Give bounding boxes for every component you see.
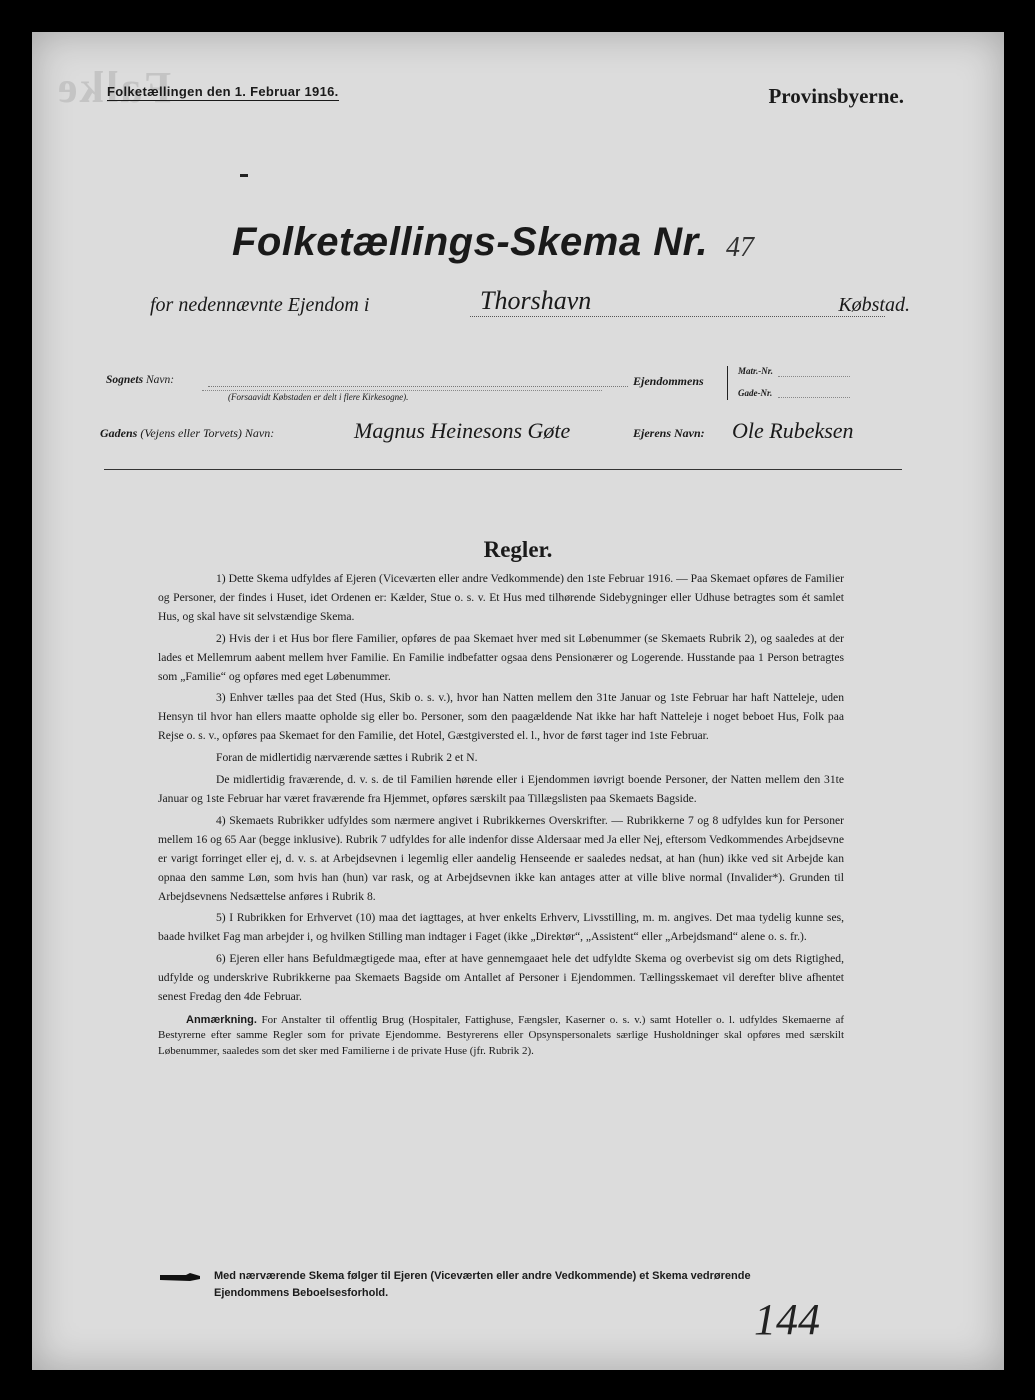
street-label [100, 426, 274, 441]
street-handwritten: Magnus Heinesons Gøte [354, 418, 571, 443]
town-handwritten: Thorshavn [480, 286, 592, 315]
rules-heading: Regler. [483, 537, 553, 562]
rule-4: 4) Skemaets Rubrikker udfyldes som nærmere angivet i Rubrikkernes Overskrifter. — Rubrikkerne 7 og 8 udfyldes kun for Personer mellem 16 og 65 Aar (begge inklusive). Rubrik 7 udfyldes for alle indenfor disse Aldersaar med Ja eller Nej, eftersom Vedkommendes Arbejdsevne er varigt forringet eller ej, d. v. s. at Arbejdsevnen i legemlig eller aandelig Henseende er saaledes nedsat, at han (hun) ikke ved sit Arbejde kan opnaa den samme Løn, som hvis han (hun) var rask, og at Arbejdsevnen ikke kan antages atter at ville blive normal (Invalider*). Grunden til Arbejdsevnens Nedsættelse anføres i Rubrik 8. [158, 813, 844, 903]
rules-body [158, 570, 844, 1062]
dotted-line [470, 316, 885, 317]
owner-label: Ejerens Navn: [633, 426, 705, 440]
rule-3-temporary-present: Foran de midlertidig nærværende sættes i Rubrik 2 et N. [216, 751, 478, 765]
street-label-rest: (Vejens eller Torvets) Navn: [137, 426, 275, 440]
rule-2: 2) Hvis der i et Hus bor flere Familier, opføres de paa Skemaet hver med sit Løbenummer (se Skemaets Rubrik 2), og saaledes at der lades et Mellemrum aabent mellem hver Familie. En Familie indbefatter ogsaa dens Pensionærer og Logerende. Husstande paa 1 Person betragtes som „Familie“ og opføres med eget Løbenummer. [158, 631, 844, 683]
footer-line-1: Med nærværende Skema følger til Ejeren (Viceværten eller andre Vedkommende) et Skema vedrørende [214, 1270, 751, 1282]
street-label-bold: Gadens [100, 426, 138, 440]
rule-3: 3) Enhver tælles paa det Sted (Hus, Skib o. s. v.), hvor han Natten mellem den 31te Januar og 1ste Februar har haft Natteleje, uden Hensyn til hvor han ellers maatte opholde sig eller bo. Personer, som den paagældende Nat ikke har haft Natteleje i noget beboet Hus, Folk paa Rejse o. s. v., opføres paa Skemaet for den Familie, det Hotel, Gæstgiversted el. l., hvor de først tager ind 1ste Februar. [158, 691, 844, 743]
dotted-line [202, 390, 602, 391]
brace [727, 366, 730, 400]
property-suffix: Købstad. [838, 294, 910, 316]
parish-label-rest: Navn: [143, 374, 175, 386]
footer-line-2: Ejendommens Beboelsesforhold. [214, 1287, 389, 1299]
dotted-line [778, 376, 850, 377]
page-number-handwritten: 144 [754, 1295, 820, 1344]
gade-nr-label: Gade-Nr. [738, 388, 773, 398]
remark-text: For Anstalter til offentlig Brug (Hospitaler, Fattighuse, Fængsler, Kaserner o. s. v.) samt Hoteller o. l. udfyldes Skemaerne af Bestyrerne efter samme Regler som for private Ejendomme. Bestyrerens eller Opsynspersonalets særlige Husholdninger skal opføres med særskilt Løbenummer, saaledes som det sker med Familierne i de private Huse (jfr. Rubrik 2). [158, 1013, 844, 1057]
census-label: Folketællingen den 1. Februar 1916. [107, 84, 339, 99]
remark [158, 1013, 844, 1060]
ink-mark [240, 174, 248, 177]
footer-note [160, 1268, 846, 1302]
owner-handwritten: Ole Rubeksen [732, 418, 854, 443]
matr-nr-label: Matr.-Nr. [738, 366, 774, 376]
parish-field [106, 374, 174, 386]
property-prefix: for nedennævnte Ejendom i [150, 294, 370, 316]
property-numbers-label: Ejendommens [633, 374, 704, 388]
remark-label: Anmærkning. [186, 1013, 257, 1026]
dotted-line [778, 397, 850, 398]
region-label: Provinsbyerne. [768, 84, 904, 108]
dotted-line [208, 386, 628, 387]
rule-5: 5) I Rubrikken for Erhvervet (10) maa det iagttages, at hver enkelts Erhverv, Livsstilling, m. m. angives. Det maa tydelig kunne ses, baade hvilket Fag man arbejder i, og hvilken Stilling man indtager i Faget (ikke „Direktør“, „Assistent“ eller „Arbejdsmand“ alene o. s. fr.). [158, 911, 844, 944]
parish-note: (Forsaavidt Købstaden er delt i flere Kirkesogne). [228, 392, 409, 402]
form-title: Folketællings-Skema Nr. [232, 220, 709, 264]
form-number-handwritten: 47 [726, 232, 754, 263]
rule-3-temporary-absent: De midlertidig fraværende, d. v. s. de til Familien hørende eller i Ejendommen iøvrigt boende Personer, der Natten mellem den 31te Januar og 1ste Februar har været fraværende fra Hjemmet, opføres særskilt paa Tillægslisten paa Skemaets Bagside. [158, 773, 844, 805]
bleed-through-mark: Falke [56, 63, 172, 112]
census-form-sheet [32, 32, 1004, 1370]
rule-1: 1) Dette Skema udfyldes af Ejeren (Viceværten eller andre Vedkommende) den 1ste Februar 1916. — Paa Skemaet opføres de Familier og Personer, der findes i Huset, idet Ordenen er: Kælder, Stue o. s. v. Et Hus med tilhørende Sidebygninger eller Udhuse betragtes som ét samlet Hus, og skal have sit selvstændige Skema. [158, 572, 844, 623]
property-row [150, 286, 910, 324]
divider [104, 469, 902, 470]
rule-6: 6) Ejeren eller hans Befuldmægtigede maa, efter at have gennemgaaet hele det udfyldte Skema og overbevist sig om dets Rigtighed, udfylde og underskrive Rubrikkerne paa Skemaets Bagside om Antallet af Personer i Ejendommen. Tællingsskemaet vil derefter blive afhentet senest Fredag den 4de Februar. [158, 952, 844, 1004]
parish-label-bold: Sognets [106, 374, 144, 386]
